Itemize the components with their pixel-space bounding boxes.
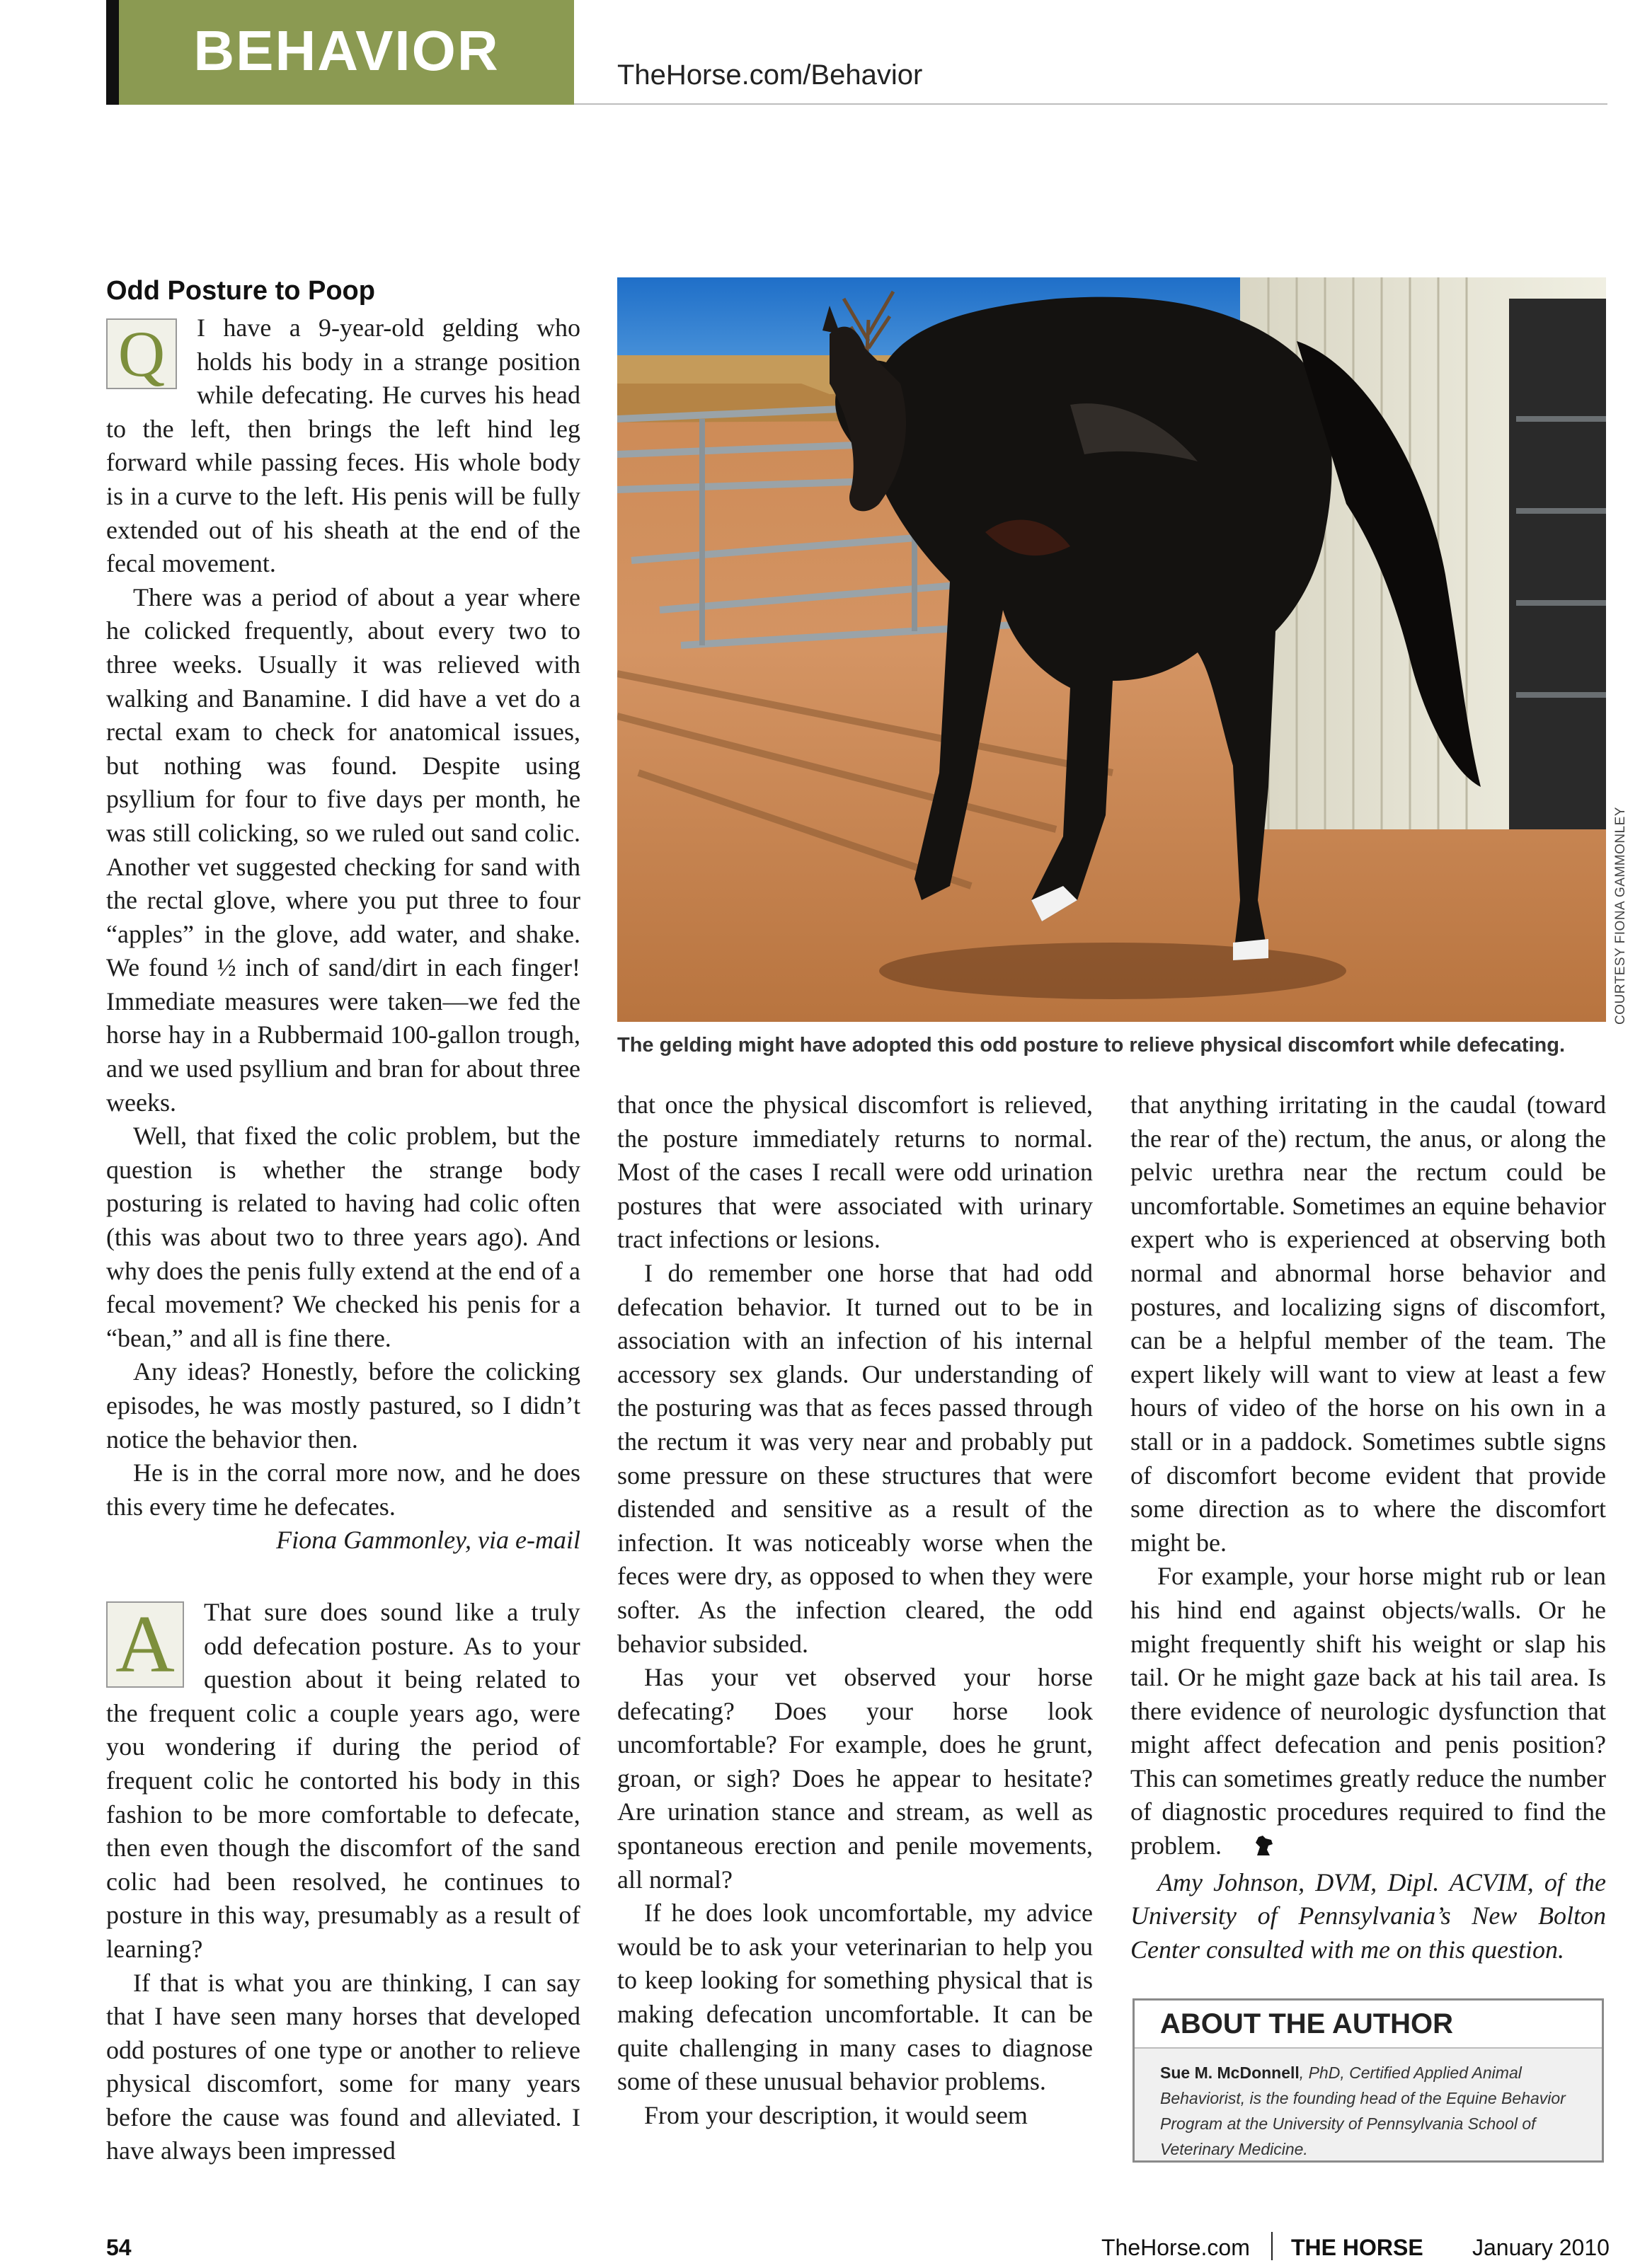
author-bio: , PhD, Certified Applied Animal Behaviorist, is the founding head of the Equine Behavior Program at the University of Pennsylvania School of Veterinary Medicine. bbox=[1160, 2063, 1566, 2158]
answer-final-text: For example, your horse might rub or lean his hind end against objects/walls. Or he might frequently shift his weight or slap his tail. Or he might gaze back at his tail area. Is there evidence of neurologic dysfunction that might affect defecation and penis position? This can sometimes greatly reduce the number of diagnostic procedures required to find the problem. bbox=[1130, 1562, 1606, 1860]
footer-divider bbox=[1271, 2232, 1273, 2260]
page-number: 54 bbox=[106, 2235, 132, 2260]
question-paragraph: There was a period of about a year where he colicked frequently, about every two to three weeks. Usually it was relieved with walking and Banamine. I did have a vet do a rectal exam to check for anatomical issues, but nothing was found. Despite using psyllium for four to five days per month, he was still colicking, so we ruled out sand colic. Another vet suggested checking for sand with the rectal glove, where you put three to four “apples” in the glove, add water, and shake. We found ½ inch of sand/dirt in each finger! Immediate measures were taken—we fed the horse hay in a Rubbermaid 100-gallon trough, and we used psyllium and bran for about three weeks. bbox=[106, 582, 580, 1117]
answer-paragraph: that once the physical discomfort is relieved, the posture immediately returns to normal. Most of the cases I recall were odd urination postures that were associated with urinary tract infections or lesions. bbox=[617, 1090, 1093, 1254]
consultant-credit: Amy Johnson, DVM, Dipl. ACVIM, of the University of Pennsylvania’s New Bolton Center consulted with me on this question. bbox=[1130, 1867, 1606, 1964]
question-paragraph: He is in the corral more now, and he does this every time he defecates. bbox=[106, 1458, 580, 1521]
section-url[interactable]: TheHorse.com/Behavior bbox=[617, 59, 923, 91]
author-name: Sue M. McDonnell bbox=[1160, 2063, 1300, 2082]
qa-spacer bbox=[106, 1558, 580, 1596]
question-signature: Fiona Gammonley, via e-mail bbox=[276, 1526, 580, 1555]
answer-paragraph: I do remember one horse that had odd defecation behavior. It turned out to be in association with an infection of his internal accessory sex glands. Our understanding of the posturing was that as feces passed through the rectum it was very near and probably put some pressure on these structures that were distended and sensitive as a result of the infection. It was noticeably worse when the feces were dry, as opposed to when they were softer. As the infection cleared, the odd behavior subsided. bbox=[617, 1258, 1093, 1658]
header-rule bbox=[574, 103, 1607, 105]
answer-paragraph: If that is what you are thinking, I can say that I have seen many horses that developed odd postures of one type or another to relieve physical discomfort, some for many years before the cause was found and alleviated. I have always been impressed bbox=[106, 1968, 580, 2165]
section-banner bbox=[119, 0, 574, 105]
question-paragraph: Well, that fixed the colic problem, but the question is whether the strange body posturing is related to having had colic often (this was about two to three years ago). And why does the penis fully extend at the end of a fecal movement? We checked his penis for a “bean,” and all is fine there. bbox=[106, 1122, 580, 1352]
answer-paragraph: That sure does sound like a truly odd defecation posture. As to your question about it being related to the frequent colic a couple years ago, were you wondering if during the period of frequent colic he contorted his body in this fashion to be more comfortable to defecate, then even though the discomfort of the sand colic had been resolved, he continues to posture in this way, presumably as a result of learning? bbox=[106, 1597, 580, 1963]
photo-caption: The gelding might have adopted this odd posture to relieve physical discomfort while defecating. bbox=[617, 1034, 1566, 1057]
article-title: Odd Posture to Poop bbox=[106, 276, 375, 306]
answer-paragraph: If he does look uncomfortable, my advice would be to ask your veterinarian to help you to keep looking for something physical that is making defecation uncomfortable. It can be quite challenging in many cases to diagnose some of these unusual behavior problems. bbox=[617, 1899, 1093, 2096]
column-2 bbox=[617, 1088, 1093, 2132]
column-1 bbox=[106, 311, 580, 2168]
about-author-body bbox=[1135, 2049, 1602, 2162]
answer-paragraph: that anything irritating in the caudal (toward the rear of the) rectum, the anus, or along the pelvic urethra near the rectum could be uncomfortable. Sometimes an equine behavior expert who is experienced at observing both normal and abnormal horse behavior and postures, and localizing signs of discomfort, can be a helpful member of the team. The expert likely will want to view at least a few hours of video of the horse on his own in a stall or in a paddock. Sometimes subtle signs of discomfort become evident that provide some direction as to where the discomfort might be. bbox=[1130, 1090, 1606, 1557]
answer-paragraph-final bbox=[1130, 1560, 1606, 1865]
answer-dropcap: A bbox=[106, 1601, 184, 1688]
about-author-heading: ABOUT THE AUTHOR bbox=[1135, 2001, 1602, 2049]
answer-paragraph: Has your vet observed your horse defecating? Does your horse look uncomfortable? For example, does he grunt, groan, or sigh? Does he appear to hesitate? Are urination stance and stream, as well as spontaneous erection and penile movements, all normal? bbox=[617, 1663, 1093, 1894]
column-3 bbox=[1130, 1088, 1606, 1967]
horse-head-end-mark-icon bbox=[1226, 1832, 1274, 1866]
answer-paragraph: From your description, it would seem bbox=[644, 2100, 1028, 2129]
photo-credit: COURTESY FIONA GAMMONLEY bbox=[1613, 807, 1628, 1025]
footer-magazine: THE HORSE bbox=[1291, 2235, 1423, 2260]
question-dropcap: Q bbox=[106, 318, 177, 389]
footer-date: January 2010 bbox=[1472, 2235, 1610, 2260]
header-accent-bar bbox=[106, 0, 119, 105]
about-author-box bbox=[1132, 1998, 1604, 2163]
question-paragraph: Any ideas? Honestly, before the colicking episodes, he was mostly pastured, so I didn’t notice the behavior then. bbox=[106, 1357, 580, 1454]
footer-site[interactable]: TheHorse.com bbox=[1101, 2235, 1250, 2260]
section-title: BEHAVIOR bbox=[193, 19, 500, 82]
question-paragraph: I have a 9-year-old gelding who holds his body in a strange position while defecating. He curves his head to the left, then brings the left hind leg forward while passing feces. His whole body is in a curve to the left. His penis will be fully extended out of his sheath at the end of the fecal movement. bbox=[106, 313, 580, 578]
horse-photo bbox=[617, 277, 1606, 1022]
